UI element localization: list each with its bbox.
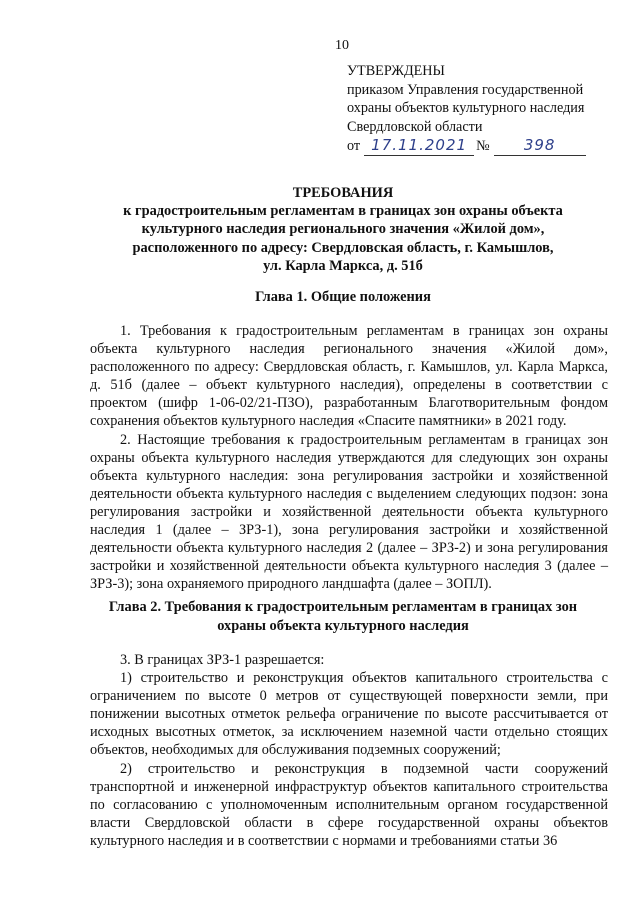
chapter-2-heading-line: охраны объекта культурного наследия xyxy=(217,617,469,634)
title-line: к градостроительным регламентам в границах зон охраны объекта xyxy=(123,203,563,220)
title-heading: ТРЕБОВАНИЯ xyxy=(292,185,394,201)
approval-line: охраны объектов культурного наследия xyxy=(347,100,585,116)
handwritten-date: 17.11.2021 xyxy=(364,136,474,156)
paragraph: 2) строительство и реконструкция в подземной части сооружений транспортной и инженерной инфраструктур объектов капитального строительства по согласованию с уполномоченным исполнительным органом государственной власти Свердловской области в сфере государственной охраны объектов культурного наследия и в соответствии с нормами и требованиями статьи 36 xyxy=(90,760,608,849)
date-prefix: от xyxy=(347,138,361,154)
chapter-1-body xyxy=(90,322,608,593)
paragraph: 3. В границах ЗРЗ-1 разрешается: xyxy=(120,652,325,668)
paragraph: 1. Требования к градостроительным регламентам в границах зон охраны объекта культурного наследия регионального значения «Жилой дом», расположенного по адресу: Свердловская область, г. Камышлов, ул. Карла Маркса, д. 51б (далее – объект культурного наследия), определены в соответствии с проектом (шифр 1-06-02/21-ПЗО), разработанным Благотворительным фондом сохранения объектов культурного наследия «Спасите памятники» в 2021 году. xyxy=(90,323,608,430)
paragraph: 2. Настоящие требования к градостроительным регламентам в границах зон охраны объекта культурного наследия утверждаются для следующих зон охраны объекта культурного наследия: зона регулирования застройки и хозяйственной деятельности объекта культурного наследия с выделением следующих подзон: зона регулирования застройки и хозяйственной деятельности объекта культурного наследия 1 (далее – ЗРЗ-1), зона регулирования застройки и хозяйственной деятельности объекта культурного наследия 2 (далее – ЗРЗ-2) и зона регулирования застройки и хозяйственной деятельности объекта культурного наследия 3 (далее – ЗРЗ-3); зона охраняемого природного ландшафта (далее – ЗОПЛ). xyxy=(90,431,608,593)
paragraph: 1) строительство и реконструкция объектов капитального строительства с ограничением по высоте 0 метров от существующей поверхности земли, при понижении высотных отметок рельефа ограничение по высоте рассчитывается от исходных высотных отметок, за исключением наземной части отдельно стоящих объектов, необходимых для обслуживания подземных сооружений; xyxy=(90,670,608,759)
number-prefix: № xyxy=(476,138,490,154)
chapter-1-heading: Глава 1. Общие положения xyxy=(255,289,431,305)
approval-date-row xyxy=(347,136,617,156)
approval-line: приказом Управления государственной xyxy=(347,81,584,98)
title-line: расположенного по адресу: Свердловская область, г. Камышлов, xyxy=(132,239,554,256)
handwritten-number: 398 xyxy=(494,136,586,156)
chapter-2-body xyxy=(90,651,608,850)
document-title xyxy=(78,184,608,275)
title-line: ул. Карла Маркса, д. 51б xyxy=(263,257,423,274)
approval-block xyxy=(347,62,617,156)
approval-line: Свердловской области xyxy=(347,118,483,135)
title-line: культурного наследия регионального значения «Жилой дом», xyxy=(141,221,545,238)
page-number: 10 xyxy=(335,38,349,53)
approval-title: УТВЕРЖДЕНЫ xyxy=(347,63,445,79)
chapter-2-heading xyxy=(78,598,608,635)
chapter-2-heading-line: Глава 2. Требования к градостроительным регламентам в границах зон xyxy=(108,599,578,615)
